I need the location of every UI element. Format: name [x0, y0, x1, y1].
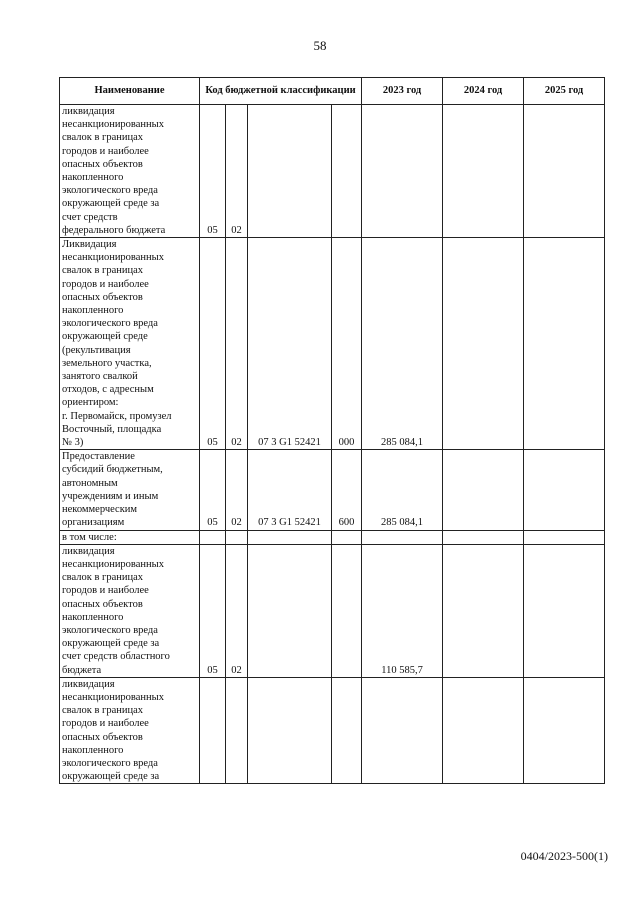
amount-2025 [524, 450, 605, 530]
amount-2024 [443, 450, 524, 530]
header-name: Наименование [60, 78, 200, 105]
row-name-line: несанкционированных [62, 119, 164, 131]
row-name-line: занятого свалкой [62, 371, 138, 383]
row-name-line: несанкционированных [62, 558, 164, 570]
row-name-line: опасных объектов [62, 158, 143, 170]
code-subsection: 02 [226, 450, 248, 530]
header-2024: 2024 год [443, 78, 524, 105]
amount-2025 [524, 105, 605, 238]
row-name-line: накопленного [62, 172, 124, 184]
table-row [60, 105, 605, 238]
row-name [60, 677, 200, 784]
row-name-line: городов и наиболее [62, 145, 149, 157]
row-name-line: окружающей среде [62, 331, 148, 343]
code-target-article [248, 530, 332, 544]
row-name [60, 238, 200, 450]
row-name-line: бюджета [62, 664, 102, 676]
row-name-line: опасных объектов [62, 291, 143, 303]
amount-2024 [443, 677, 524, 784]
row-name-line: свалок в границах [62, 265, 144, 277]
row-name-line: экологического вреда [62, 318, 158, 330]
amount-2023 [362, 677, 443, 784]
row-name-line: ликвидация [62, 678, 115, 690]
table-header-row [60, 78, 605, 105]
row-name-line: (рекультивация [62, 344, 131, 356]
code-expense-type [332, 677, 362, 784]
code-section [200, 530, 226, 544]
row-name-line: федерального бюджета [62, 224, 166, 236]
code-target-article: 07 3 G1 52421 [248, 450, 332, 530]
row-name-line: субсидий бюджетным, [62, 464, 163, 476]
amount-2023 [362, 105, 443, 238]
row-name-line: учреждениям и иным [62, 490, 159, 502]
table-body [60, 105, 605, 784]
row-name-line: свалок в границах [62, 572, 144, 584]
amount-2023: 110 585,7 [362, 544, 443, 677]
amount-2023 [362, 530, 443, 544]
row-name-line: организациям [62, 517, 125, 529]
code-subsection: 02 [226, 238, 248, 450]
code-subsection: 02 [226, 544, 248, 677]
code-subsection [226, 677, 248, 784]
code-target-article [248, 677, 332, 784]
header-code: Код бюджетной классификации [200, 78, 362, 105]
table-row [60, 677, 605, 784]
row-name-line: городов и наиболее [62, 278, 149, 290]
row-name [60, 450, 200, 530]
row-name-line: счет средств областного [62, 651, 170, 663]
row-name-line: опасных объектов [62, 598, 143, 610]
row-name-line: автономным [62, 477, 118, 489]
table-row [60, 530, 605, 544]
amount-2024 [443, 530, 524, 544]
row-name-line: несанкционированных [62, 252, 164, 264]
row-name-line: свалок в границах [62, 132, 144, 144]
document-code: 0404/2023-500(1) [520, 849, 608, 863]
amount-2024 [443, 238, 524, 450]
amount-2023: 285 084,1 [362, 238, 443, 450]
amount-2025 [524, 677, 605, 784]
table-row [60, 238, 605, 450]
amount-2025 [524, 544, 605, 677]
row-name-line: окружающей среде за [62, 638, 160, 650]
amount-2025 [524, 238, 605, 450]
row-name-line: опасных объектов [62, 731, 143, 743]
row-name-line: окружающей среде за [62, 771, 160, 783]
code-expense-type: 000 [332, 238, 362, 450]
amount-2023: 285 084,1 [362, 450, 443, 530]
code-section: 05 [200, 450, 226, 530]
row-name-line: окружающей среде за [62, 198, 160, 210]
row-name [60, 105, 200, 238]
row-name-line: накопленного [62, 305, 124, 317]
code-section: 05 [200, 105, 226, 238]
code-subsection: 02 [226, 105, 248, 238]
code-section [200, 677, 226, 784]
row-name-line: накопленного [62, 611, 124, 623]
budget-table [59, 77, 605, 784]
row-name-line: некоммерческим [62, 504, 138, 516]
row-name [60, 530, 200, 544]
row-name-line: г. Первомайск, промузел [62, 410, 172, 422]
row-name-line: отходов, с адресным [62, 384, 154, 396]
code-expense-type [332, 544, 362, 677]
row-name-line: экологического вреда [62, 757, 158, 769]
row-name-line: земельного участка, [62, 357, 152, 369]
row-name-line: свалок в границах [62, 705, 144, 717]
row-name-line: экологического вреда [62, 185, 158, 197]
row-name-line: экологического вреда [62, 624, 158, 636]
row-name-line: ликвидация [62, 545, 115, 557]
page-number: 58 [313, 38, 327, 53]
code-target-article: 07 3 G1 52421 [248, 238, 332, 450]
table-row [60, 544, 605, 677]
code-target-article [248, 105, 332, 238]
row-name [60, 544, 200, 677]
code-section: 05 [200, 544, 226, 677]
row-name-line: несанкционированных [62, 691, 164, 703]
row-name-line: Предоставление [62, 451, 135, 463]
row-name-line: городов и наиболее [62, 585, 149, 597]
row-name-line: в том числе: [62, 531, 117, 543]
row-name-line: городов и наиболее [62, 718, 149, 730]
header-2023: 2023 год [362, 78, 443, 105]
code-expense-type [332, 105, 362, 238]
code-target-article [248, 544, 332, 677]
row-name-line: ликвидация [62, 106, 115, 117]
row-name-line: счет средств [62, 211, 118, 223]
code-expense-type [332, 530, 362, 544]
table-row [60, 450, 605, 530]
row-name-line: № 3) [62, 437, 84, 449]
amount-2024 [443, 105, 524, 238]
code-subsection [226, 530, 248, 544]
row-name-line: ориентиром: [62, 397, 119, 409]
row-name-line: Восточный, площадка [62, 423, 162, 435]
row-name-line: Ликвидация [62, 239, 117, 251]
amount-2024 [443, 544, 524, 677]
code-expense-type: 600 [332, 450, 362, 530]
amount-2025 [524, 530, 605, 544]
code-section: 05 [200, 238, 226, 450]
row-name-line: накопленного [62, 744, 124, 756]
header-2025: 2025 год [524, 78, 605, 105]
